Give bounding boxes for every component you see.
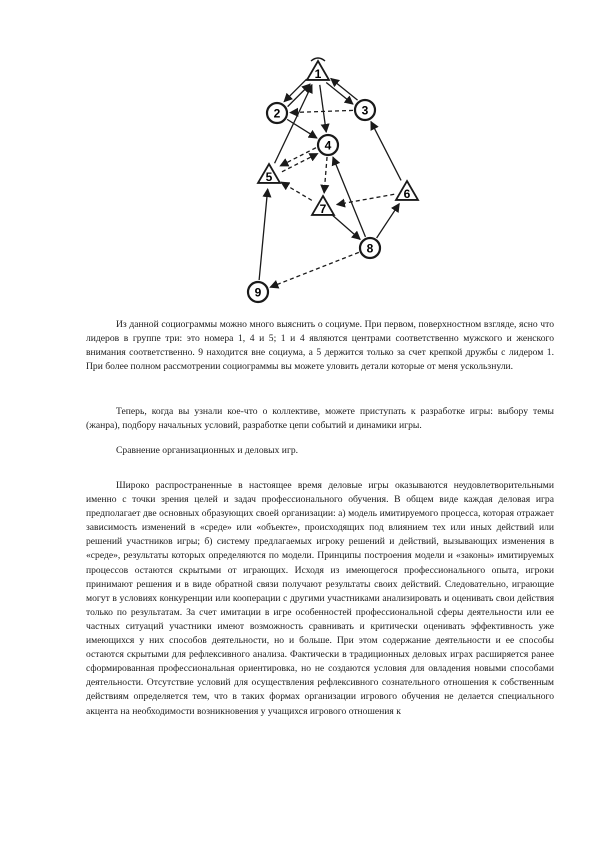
- paragraph-sociogram-analysis: [86, 318, 554, 374]
- edge-1-to-4: [320, 85, 326, 132]
- edge-8-to-4: [333, 157, 366, 237]
- paragraph-game-development: [86, 405, 554, 433]
- edge-7-to-5: [281, 182, 312, 200]
- edge-8-to-9: [270, 252, 359, 287]
- node-1: [307, 61, 329, 81]
- node-2: [267, 103, 287, 123]
- node-1-label: 1: [314, 67, 322, 81]
- node-9: [248, 282, 268, 302]
- paragraph-text: Широко распространенные в настоящее время деловые игры оказываются неудовлетворительными именно с точки зрения целей и задач профессионального обучения. В общем виде каждая деловая игра предполагает две основных образующих своей организации: а) модель имитируемого процесса, которая отражает зависимость изменений в «среде» или «объекте», происходящих под влиянием тех или иных действий или решений участников игры; б) систему предлагаемых игроку решений и действий, вызывающих изменения в «среде», результаты которых определяются по модели. Принципы построения модели и «законы» имитируемых процессов остаются скрытыми от играющих. Исходя из имеющегося профессионального опыта, игроки принимают решения и в виде обратной связи получают результаты своих действий. Следовательно, играющие могут в условиях конкуренции или кооперации с другими участниками анализировать и оценивать свои действия только по результатам. За счет имитации в игре особенностей профессиональной сферы деятельности или ее частных ситуаций участники имеют возможность сравнивать и критически оценивать эффективность уже имеющихся у них способов деятельности, но и больше. При этом содержание деятельности и ее способы остаются скрытыми для рефлексивного анализа. Фактически в традиционных деловых играх расширяется ранее сформированная профессиональная ориентировка, но не создаются условия для овладения новыми способами деятельности. Отсутствие условий для осуществления рефлексивного сознательного отношения к собственным действиям определяется тем, что в таких формах организации игрового обучения не делается специального акцента на необходимости возникновения у учащихся игрового отношения к: [86, 480, 554, 717]
- node-6: [396, 181, 418, 201]
- node-8-label: 8: [366, 241, 374, 256]
- node-7: [312, 196, 334, 216]
- edge-4-to-7: [324, 157, 327, 193]
- node-2-label: 2: [273, 106, 281, 121]
- paragraph-text: Теперь, когда вы узнали кое-что о коллективе, можете приступать к разработке игры: выбору темы (жанра), подбору начальных условий, разработке цепи событий и динамики игры.: [86, 406, 554, 432]
- paragraph-business-games: [86, 479, 554, 719]
- node-4-label: 4: [324, 138, 332, 153]
- edge-5-to-1: [275, 85, 312, 164]
- node-9-label: 9: [254, 285, 262, 300]
- edge-7-to-8: [333, 216, 360, 240]
- node-8: [360, 238, 380, 258]
- edge-8-to-6: [377, 204, 400, 238]
- node-5-label: 5: [265, 170, 273, 184]
- section-heading-comparison: [86, 444, 554, 458]
- sociogram-diagram: [0, 0, 595, 310]
- node-7-label: 7: [319, 202, 327, 216]
- node-6-label: 6: [403, 187, 411, 201]
- node-3: [355, 100, 375, 120]
- heading-text: Сравнение организационных и деловых игр.: [116, 445, 299, 456]
- edge-6-to-3: [371, 122, 401, 181]
- node-3-label: 3: [361, 103, 369, 118]
- edge-6-to-7: [337, 194, 394, 204]
- edge-9-to-5: [259, 189, 268, 280]
- node-4: [318, 135, 338, 155]
- edge-5-to-4: [282, 154, 318, 172]
- edge-4-to-5: [280, 148, 316, 166]
- node-5: [258, 164, 280, 184]
- paragraph-text: Из данной социограммы можно много выяснить о социуме. При первом, поверхностном взгляде, ясно что лидеров в группе три: это номера 1, 4 и 5; 1 и 4 являются центрами соответственно мужского и женского внимания соответственно. 9 находится вне социума, а 5 держится только за счет крепкой дружбы с лидером 1. При более полном рассмотрении социограммы вы можете уловить детали которые от меня ускользнули.: [86, 319, 554, 373]
